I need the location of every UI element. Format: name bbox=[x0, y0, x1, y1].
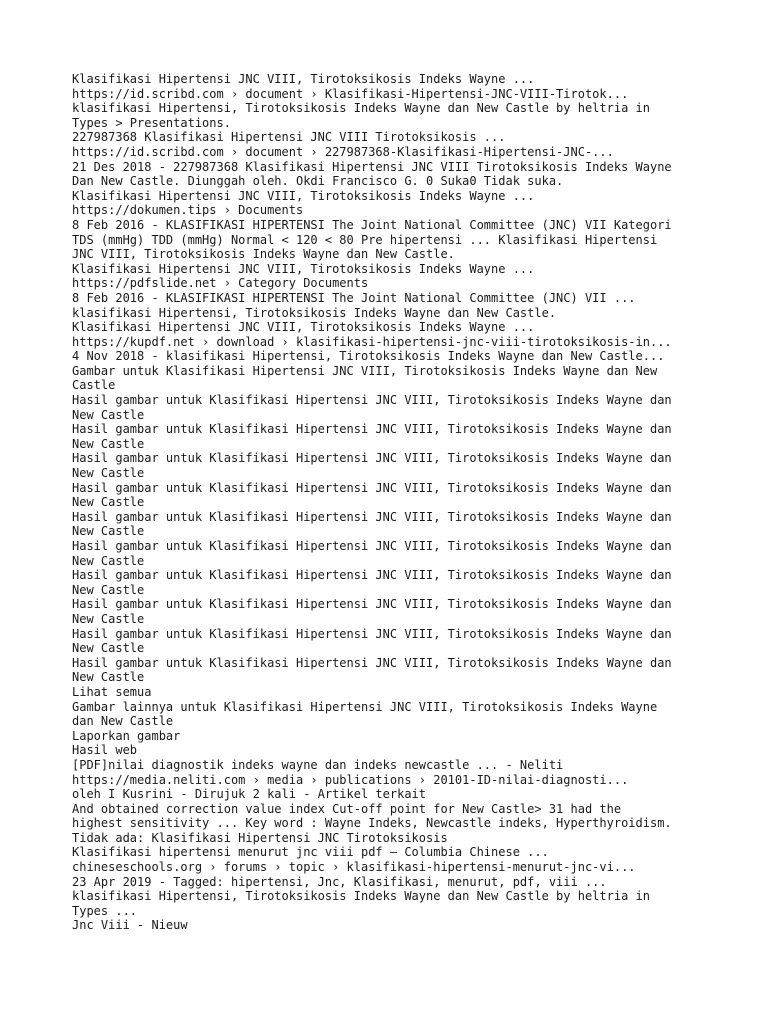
result-title: Klasifikasi Hipertensi JNC VIII, Tirotoksikosis Indeks Wayne ... bbox=[72, 261, 535, 276]
result-title: Jnc Viii - Nieuw bbox=[72, 918, 188, 933]
result-url: chineseschools.org › forums › topic › klasifikasi-hipertensi-menurut-jnc-vi... bbox=[72, 860, 636, 875]
image-result-caption: Hasil gambar untuk Klasifikasi Hipertensi JNC VIII, Tirotoksikosis Indeks Wayne dan New Castle bbox=[72, 568, 672, 597]
result-snippet: 21 Des 2018 - 227987368 Klasifikasi Hipertensi JNC VIII Tirotoksikosis Indeks Wayne Dan New Castle. Diunggah oleh. Okdi Francisco G. 0 Suka0 Tidak suka. bbox=[72, 159, 672, 189]
result-snippet: klasifikasi Hipertensi, Tirotoksikosis Indeks Wayne dan New Castle by heltria in Types > Presentations. bbox=[72, 101, 650, 130]
more-images-text: Gambar lainnya untuk Klasifikasi Hipertensi JNC VIII, Tirotoksikosis Indeks Wayne dan New Castle bbox=[72, 699, 658, 729]
image-result-caption: Hasil gambar untuk Klasifikasi Hipertensi JNC VIII, Tirotoksikosis Indeks Wayne dan New Castle bbox=[72, 626, 672, 656]
result-title: Klasifikasi Hipertensi JNC VIII, Tirotoksikosis Indeks Wayne ... bbox=[72, 320, 535, 335]
image-result-caption: Hasil gambar untuk Klasifikasi Hipertensi JNC VIII, Tirotoksikosis Indeks Wayne dan New Castle bbox=[72, 509, 672, 539]
report-images-text: Laporkan gambar bbox=[72, 728, 181, 743]
result-snippet: 4 Nov 2018 - klasifikasi Hipertensi, Tirotoksikosis Indeks Wayne dan New Castle... bbox=[72, 349, 665, 364]
result-title: Klasifikasi hipertensi menurut jnc viii pdf – Columbia Chinese ... bbox=[72, 845, 549, 860]
result-snippet: klasifikasi Hipertensi, Tirotoksikosis Indeks Wayne dan New Castle by heltria in Types ... bbox=[72, 889, 650, 918]
image-result-caption: Hasil gambar untuk Klasifikasi Hipertensi JNC VIII, Tirotoksikosis Indeks Wayne dan New Castle bbox=[72, 451, 672, 481]
see-all-text: Lihat semua bbox=[72, 684, 152, 699]
result-snippet: 23 Apr 2019 - Tagged: hipertensi, Jnc, Klasifikasi, menurut, pdf, viii ... bbox=[72, 874, 607, 889]
image-result-caption: Hasil gambar untuk Klasifikasi Hipertensi JNC VIII, Tirotoksikosis Indeks Wayne dan New Castle bbox=[72, 422, 672, 451]
result-url: https://kupdf.net › download › klasifikasi-hipertensi-jnc-viii-tirotoksikosis-in... bbox=[72, 334, 672, 349]
image-result-caption: Hasil gambar untuk Klasifikasi Hipertensi JNC VIII, Tirotoksikosis Indeks Wayne dan New Castle bbox=[72, 393, 672, 422]
document-text bbox=[72, 72, 712, 933]
image-result-caption: Hasil gambar untuk Klasifikasi Hipertensi JNC VIII, Tirotoksikosis Indeks Wayne dan New Castle bbox=[72, 480, 672, 510]
image-result-caption: Hasil gambar untuk Klasifikasi Hipertensi JNC VIII, Tirotoksikosis Indeks Wayne dan New Castle bbox=[72, 655, 672, 685]
result-url: https://pdfslide.net › Category Documents bbox=[72, 276, 369, 291]
result-url: https://dokumen.tips › Documents bbox=[72, 203, 304, 218]
result-url: https://media.neliti.com › media › publications › 20101-ID-nilai-diagnosti... bbox=[72, 772, 629, 787]
result-title: 227987368 Klasifikasi Hipertensi JNC VIII Tirotoksikosis ... bbox=[72, 130, 506, 145]
result-meta: oleh I Kusrini - Dirujuk 2 kali - Artikel terkait bbox=[72, 787, 427, 802]
result-title: Klasifikasi Hipertensi JNC VIII, Tirotoksikosis Indeks Wayne ... bbox=[72, 72, 535, 86]
image-section-heading: Gambar untuk Klasifikasi Hipertensi JNC VIII, Tirotoksikosis Indeks Wayne dan New Castle bbox=[72, 363, 658, 393]
result-url: https://id.scribd.com › document › Klasifikasi-Hipertensi-JNC-VIII-Tirotok... bbox=[72, 86, 629, 101]
web-results-heading: Hasil web bbox=[72, 743, 138, 758]
image-result-caption: Hasil gambar untuk Klasifikasi Hipertensi JNC VIII, Tirotoksikosis Indeks Wayne dan New Castle bbox=[72, 597, 672, 626]
result-title: [PDF]nilai diagnostik indeks wayne dan indeks newcastle ... - Neliti bbox=[72, 757, 564, 772]
result-snippet: 8 Feb 2016 - KLASIFIKASI HIPERTENSI The Joint National Committee (JNC) VII Kategori TDS (mmHg) TDD (mmHg) Normal < 120 < 80 Pre hipertensi ... Klasifikasi Hipertensi JNC VIII, Tirotoksikosis Indeks Wayne dan New Castle. bbox=[72, 217, 672, 262]
result-title: Klasifikasi Hipertensi JNC VIII, Tirotoksikosis Indeks Wayne ... bbox=[72, 188, 535, 203]
result-snippet: 8 Feb 2016 - KLASIFIKASI HIPERTENSI The Joint National Committee (JNC) VII ... klasifikasi Hipertensi, Tirotoksikosis Indeks Wayne dan New Castle. bbox=[72, 290, 636, 320]
image-result-caption: Hasil gambar untuk Klasifikasi Hipertensi JNC VIII, Tirotoksikosis Indeks Wayne dan New Castle bbox=[72, 539, 672, 568]
result-snippet: And obtained correction value index Cut-off point for New Castle> 31 had the highest sensitivity ... Key word : Wayne Indeks, Newcastle indeks, Hyperthyroidism. bbox=[72, 801, 672, 831]
result-url: https://id.scribd.com › document › 227987368-Klasifikasi-Hipertensi-JNC-... bbox=[72, 144, 614, 159]
missing-terms-note: Tidak ada: Klasifikasi Hipertensi JNC Tirotoksikosis bbox=[72, 830, 448, 845]
